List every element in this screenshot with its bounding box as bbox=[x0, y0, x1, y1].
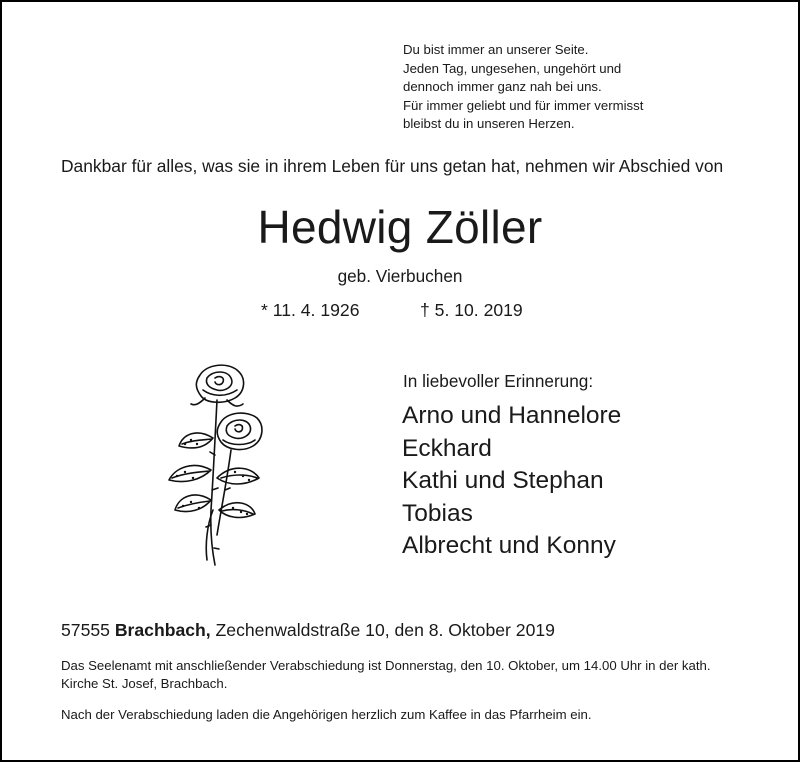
intro-text: Dankbar für alles, was sie in ihrem Leben für uns getan hat, nehmen wir Abschied von bbox=[61, 156, 724, 176]
family-member: Albrecht und Konny bbox=[402, 532, 616, 560]
poem-line: dennoch immer ganz nah bei uns. bbox=[403, 79, 602, 94]
family-member: Arno und Hannelore bbox=[402, 402, 622, 429]
address-line bbox=[61, 620, 555, 641]
poem-line: Du bist immer an unserer Seite. bbox=[403, 42, 589, 57]
family-member: Kathi und Stephan bbox=[402, 467, 604, 495]
poem-line: bleibst du in unseren Herzen. bbox=[403, 116, 575, 131]
family-list bbox=[402, 400, 621, 563]
birth-date: * 11. 4. 1926 bbox=[261, 300, 360, 320]
address-rest: Zechenwaldstraße 10, den 8. Oktober 2019 bbox=[215, 620, 555, 640]
poem-line: Jeden Tag, ungesehen, ungehört und bbox=[403, 60, 622, 76]
poem-line: Für immer geliebt und für immer vermisst bbox=[403, 97, 644, 113]
deceased-name: Hedwig Zöller bbox=[257, 201, 543, 253]
memory-label: In liebevoller Erinnerung: bbox=[403, 371, 594, 391]
family-member: Tobias bbox=[402, 499, 473, 527]
service-note: Das Seelenamt mit anschließender Verabschiedung ist Donnerstag, den 10. Oktober, um 14.00 Uhr in der kath. Kirche St. Josef, Brachbach. bbox=[61, 658, 711, 691]
address-zip: 57555 bbox=[61, 620, 110, 640]
death-date: † 5. 10. 2019 bbox=[420, 300, 523, 320]
coffee-note: Nach der Verabschiedung laden die Angehörigen herzlich zum Kaffee in das Pfarrheim ein. bbox=[61, 707, 592, 722]
maiden-name: geb. Vierbuchen bbox=[337, 266, 463, 286]
poem bbox=[403, 41, 643, 134]
address-town: Brachbach, bbox=[114, 620, 211, 640]
family-member: Eckhard bbox=[402, 434, 492, 462]
rose-illustration-icon bbox=[155, 360, 275, 570]
